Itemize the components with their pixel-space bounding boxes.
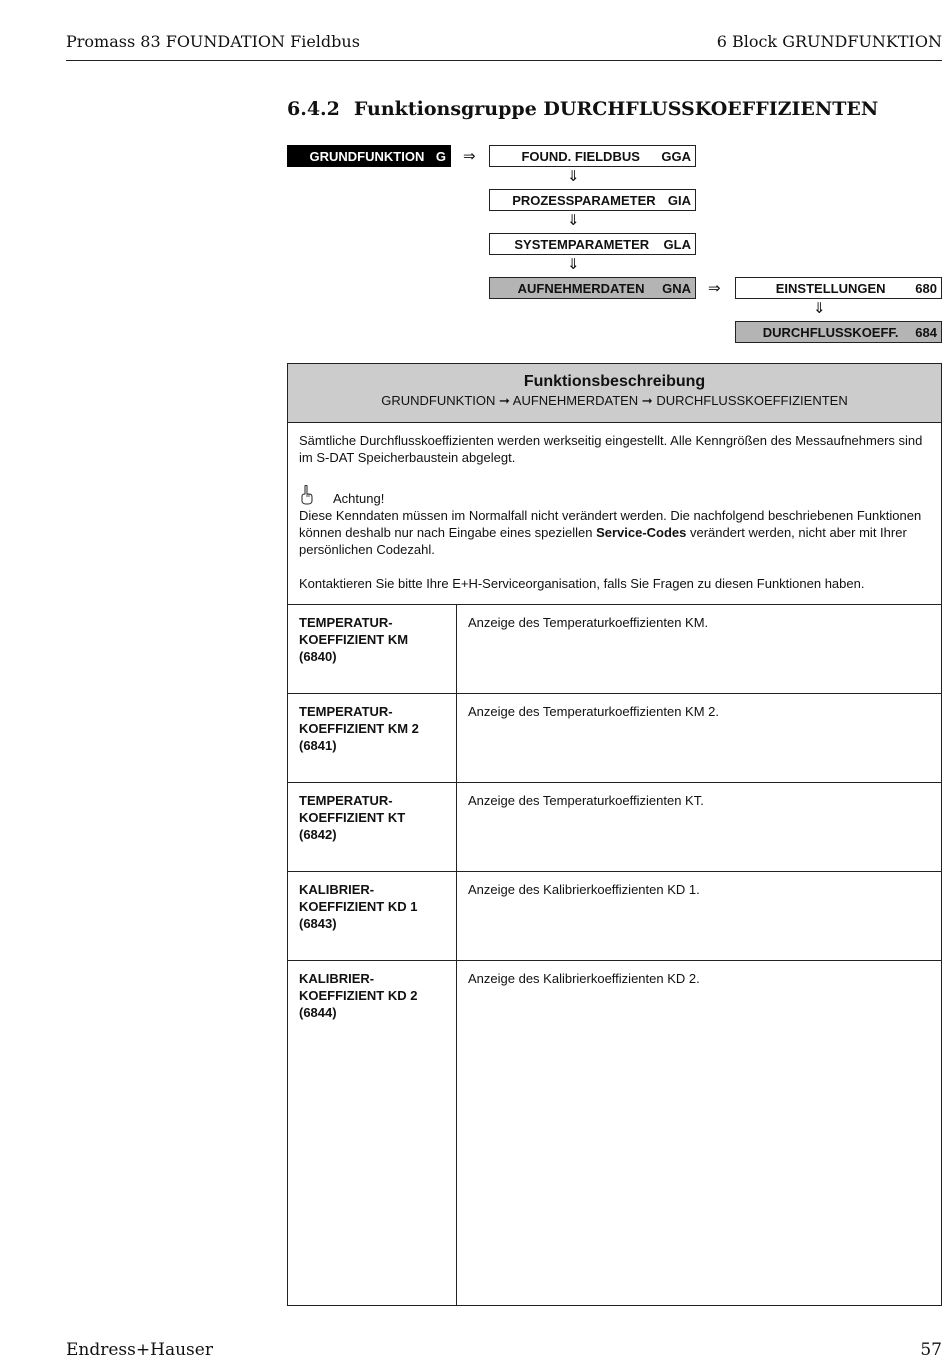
diagram-box-label: PROZESSPARAMETER [512, 192, 656, 208]
diagram-box-code: G [435, 148, 446, 164]
diagram-box-einstellungen [735, 277, 942, 299]
service-code-emphasis: Service-Codes [596, 525, 687, 540]
table-title: Funktionsbeschreibung [523, 373, 706, 390]
footer-brand: Endress+Hauser [66, 1340, 213, 1360]
arrow-down-icon: ⇓ [567, 168, 580, 185]
diagram-box-code: GGA [661, 148, 691, 164]
arrow-down-icon: ⇓ [567, 212, 580, 229]
diagram-box-durchflusskoeff [735, 321, 942, 343]
function-name-cell: KALIBRIER- KOEFFIZIENT KD 1 (6843) [288, 872, 457, 960]
function-name-cell: TEMPERATUR- KOEFFIZIENT KM 2 (6841) [288, 694, 457, 782]
function-description-cell: Anzeige des Temperaturkoeffizienten KM. [468, 615, 709, 630]
function-code: (6842) [299, 827, 337, 842]
intro-text: Sämtliche Durchflusskoeffizienten werden werkseitig eingestellt. Alle Kenngrößen des Messaufnehmers sind im S-DAT Speicherbaustein abgelegt. [299, 433, 923, 465]
contact-text: Kontaktieren Sie bitte Ihre E+H-Serviceorganisation, falls Sie Fragen zu diesen Funktionen haben. [299, 576, 865, 591]
function-code: (6844) [299, 1005, 337, 1020]
diagram-box-found-fieldbus [489, 145, 696, 167]
caution-text: Diese Kenndaten müssen im Normalfall nicht verändert werden. Die nachfolgend beschriebenen Funktionen können deshalb nur nach Eingabe eines speziellen Service-Codes verändert werden, nicht aber mit Ihrer persönlichen Codezahl. [299, 508, 922, 557]
diagram-box-label: SYSTEMPARAMETER [514, 236, 650, 252]
page-number: 57 [920, 1340, 942, 1360]
table-row [288, 961, 941, 1305]
diagram-box-code: GIA [667, 192, 691, 208]
function-code: (6840) [299, 649, 337, 664]
function-description-table [287, 363, 942, 1306]
arrow-down-icon: ⇓ [567, 256, 580, 273]
diagram-box-label: AUFNEHMERDATEN [517, 280, 645, 296]
function-name-cell: KALIBRIER- KOEFFIZIENT KD 2 (6844) [288, 961, 457, 1305]
table-row [288, 783, 941, 872]
section-number: 6.4.2 [287, 98, 340, 120]
function-description-cell: Anzeige des Kalibrierkoeffizienten KD 1. [468, 882, 700, 897]
section-title-text: Funktionsgruppe DURCHFLUSSKOEFFIZIENTEN [353, 98, 879, 120]
arrow-down-icon: ⇓ [813, 300, 826, 317]
function-name-cell: TEMPERATUR- KOEFFIZIENT KT (6842) [288, 783, 457, 871]
diagram-box-code: 684 [915, 324, 937, 340]
arrow-right-icon: ⇒ [708, 280, 721, 297]
table-header [288, 364, 941, 423]
table-row [288, 605, 941, 694]
diagram-box-aufnehmerdaten [489, 277, 696, 299]
function-description-cell: Anzeige des Temperaturkoeffizienten KM 2. [468, 704, 719, 719]
arrow-right-icon: ⇒ [463, 148, 476, 165]
header-product-title: Promass 83 FOUNDATION Fieldbus [66, 32, 360, 51]
header-chapter-title: 6 Block GRUNDFUNKTION [716, 32, 942, 51]
diagram-box-code: 680 [915, 280, 937, 296]
function-description-cell: Anzeige des Kalibrierkoeffizienten KD 2. [468, 971, 700, 986]
header-divider [66, 60, 942, 61]
diagram-box-grundfunktion [287, 145, 451, 167]
function-name-cell: TEMPERATUR- KOEFFIZIENT KM (6840) [288, 605, 457, 693]
diagram-box-systemparameter [489, 233, 696, 255]
function-description-cell: Anzeige des Temperaturkoeffizienten KT. [468, 793, 704, 808]
diagram-box-code: GLA [663, 236, 691, 252]
diagram-box-label: DURCHFLUSSKOEFF. [762, 324, 899, 340]
diagram-box-code: GNA [662, 280, 691, 296]
section-title [287, 98, 878, 120]
function-code: (6841) [299, 738, 337, 753]
table-row [288, 694, 941, 783]
diagram-box-label: FOUND. FIELDBUS [521, 148, 640, 164]
caution-title: Achtung! [333, 491, 385, 506]
caution-heading [299, 485, 930, 507]
diagram-box-prozessparameter [489, 189, 696, 211]
diagram-box-label: EINSTELLUNGEN [775, 280, 886, 296]
intro-section [288, 423, 941, 605]
pointing-hand-icon [299, 485, 315, 505]
table-row [288, 872, 941, 961]
menu-path: GRUNDFUNKTION ➞ AUFNEHMERDATEN ➞ DURCHFLUSSKOEFFIZIENTEN [381, 393, 848, 408]
diagram-box-label: GRUNDFUNKTION [309, 148, 425, 164]
function-code: (6843) [299, 916, 337, 931]
